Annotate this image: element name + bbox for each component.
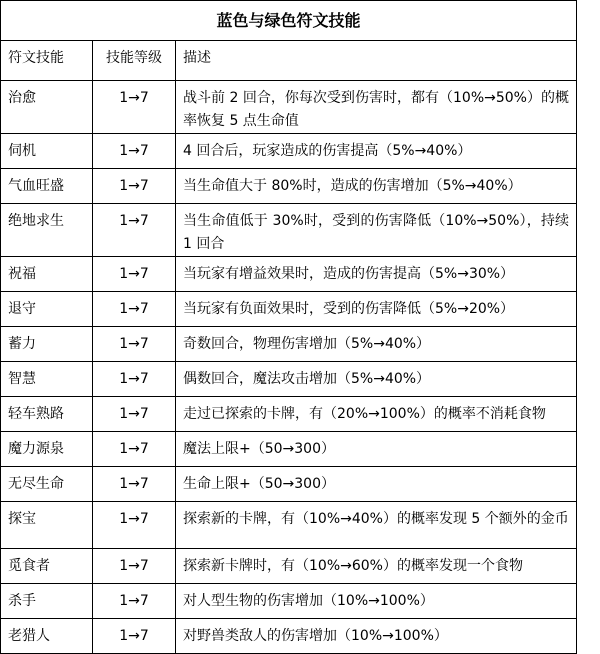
skill-name: 轻车熟路 — [1, 397, 93, 432]
skill-description: 当生命值低于 30%时，受到的伤害降低（10%→50%），持续 1 回合 — [176, 204, 577, 257]
table-row — [1, 619, 577, 654]
skill-name: 探宝 — [1, 502, 93, 549]
skill-level: 1→7 — [93, 292, 176, 327]
skill-name: 气血旺盛 — [1, 169, 93, 204]
skill-name: 杀手 — [1, 584, 93, 619]
table-row — [1, 327, 577, 362]
skill-description: 对野兽类敌人的伤害增加（10%→100%） — [176, 619, 577, 654]
table-row — [1, 432, 577, 467]
skill-level: 1→7 — [93, 619, 176, 654]
table-row — [1, 169, 577, 204]
skill-description: 探索新卡牌时，有（10%→60%）的概率发现一个食物 — [176, 549, 577, 584]
skill-level: 1→7 — [93, 81, 176, 134]
skill-name: 蓄力 — [1, 327, 93, 362]
skill-level: 1→7 — [93, 169, 176, 204]
table-row — [1, 502, 577, 549]
skill-level: 1→7 — [93, 327, 176, 362]
skill-description: 4 回合后，玩家造成的伤害提高（5%→40%） — [176, 134, 577, 169]
skill-name: 绝地求生 — [1, 204, 93, 257]
skill-description: 奇数回合，物理伤害增加（5%→40%） — [176, 327, 577, 362]
table-row — [1, 584, 577, 619]
skill-name: 魔力源泉 — [1, 432, 93, 467]
header-level: 技能等级 — [93, 41, 176, 81]
table-row — [1, 397, 577, 432]
skill-description: 偶数回合，魔法攻击增加（5%→40%） — [176, 362, 577, 397]
skill-description: 当玩家有负面效果时，受到的伤害降低（5%→20%） — [176, 292, 577, 327]
skill-name: 无尽生命 — [1, 467, 93, 502]
table-row — [1, 134, 577, 169]
header-skill: 符文技能 — [1, 41, 93, 81]
skill-level: 1→7 — [93, 549, 176, 584]
skill-level: 1→7 — [93, 362, 176, 397]
table-row — [1, 81, 577, 134]
table-row — [1, 467, 577, 502]
skill-name: 退守 — [1, 292, 93, 327]
table-row — [1, 292, 577, 327]
skill-level: 1→7 — [93, 257, 176, 292]
header-description: 描述 — [176, 41, 577, 81]
skill-description: 对人型生物的伤害增加（10%→100%） — [176, 584, 577, 619]
skill-description: 当玩家有增益效果时，造成的伤害提高（5%→30%） — [176, 257, 577, 292]
skill-description: 生命上限+（50→300） — [176, 467, 577, 502]
skill-name: 觅食者 — [1, 549, 93, 584]
skill-description: 走过已探索的卡牌，有（20%→100%）的概率不消耗食物 — [176, 397, 577, 432]
skill-name: 老猎人 — [1, 619, 93, 654]
skill-name: 祝福 — [1, 257, 93, 292]
skill-level: 1→7 — [93, 467, 176, 502]
skill-level: 1→7 — [93, 584, 176, 619]
table-row — [1, 204, 577, 257]
header-row — [1, 41, 577, 81]
skill-level: 1→7 — [93, 502, 176, 549]
table-title: 蓝色与绿色符文技能 — [1, 1, 577, 41]
skill-level: 1→7 — [93, 204, 176, 257]
skill-description: 魔法上限+（50→300） — [176, 432, 577, 467]
table-row — [1, 549, 577, 584]
skill-name: 智慧 — [1, 362, 93, 397]
table-row — [1, 257, 577, 292]
skill-level: 1→7 — [93, 432, 176, 467]
skill-level: 1→7 — [93, 134, 176, 169]
skill-name: 伺机 — [1, 134, 93, 169]
skill-description: 战斗前 2 回合，你每次受到伤害时，都有（10%→50%）的概率恢复 5 点生命值 — [176, 81, 577, 134]
skill-name: 治愈 — [1, 81, 93, 134]
table-row — [1, 362, 577, 397]
skill-description: 探索新的卡牌，有（10%→40%）的概率发现 5 个额外的金币 — [176, 502, 577, 549]
skill-level: 1→7 — [93, 397, 176, 432]
skill-description: 当生命值大于 80%时，造成的伤害增加（5%→40%） — [176, 169, 577, 204]
